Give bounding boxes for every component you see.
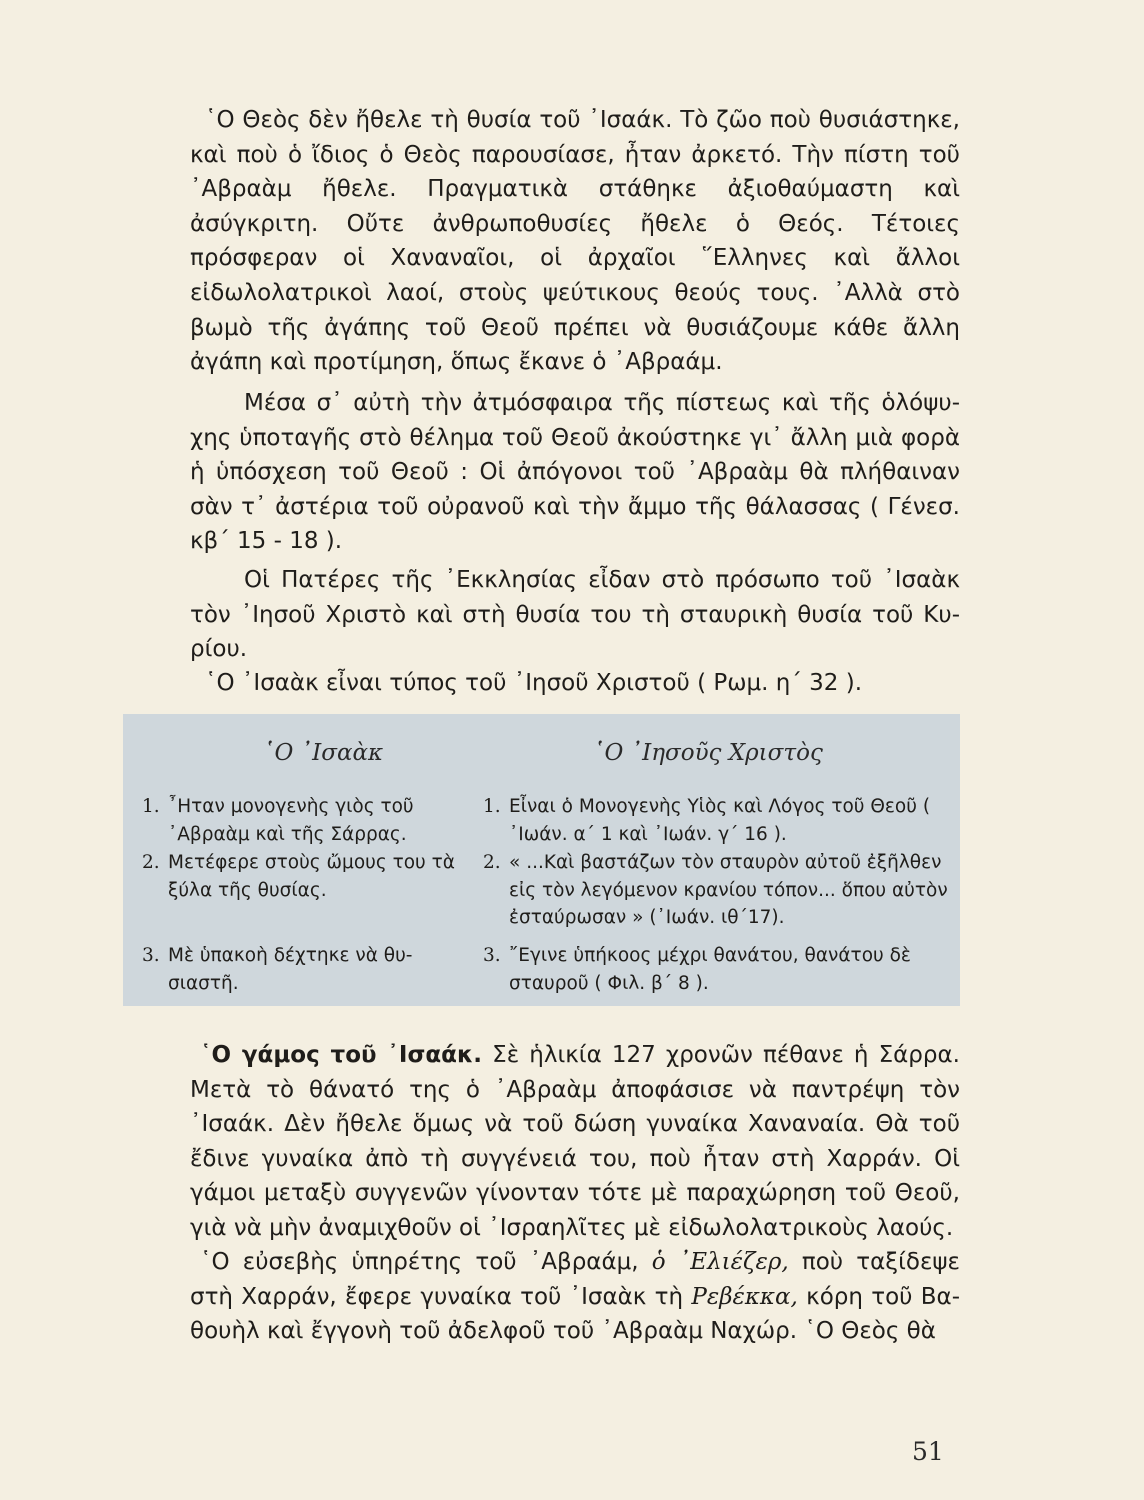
table-header-isaac: ῾Ο ᾿Ισαὰκ: [263, 740, 384, 766]
paragraph-church-fathers: Οἱ Πατέρες τῆς ᾿Εκκλησίας εἶδαν στὸ πρόσωπο τοῦ ᾿Ισαὰκ τὸν ᾿Ιησοῦ Χριστὸ καὶ στὴ θυσία του τὴ σταυρικὴ θυσία τοῦ Κυρίου.: [190, 567, 960, 663]
item-number: 3.: [483, 945, 501, 966]
item-number: 2.: [483, 852, 501, 873]
paragraph-text: ποὺ ταξίδεψε στὴ Χαρράν, ἔφερε γυναίκα τοῦ ᾿Ισαὰκ τὴ: [190, 1249, 960, 1310]
paragraph-servant: [190, 1245, 960, 1349]
table-cell-right-2: [483, 849, 948, 933]
page-number: 51: [912, 1437, 944, 1466]
comparison-table: [123, 714, 960, 1006]
item-text: ῎Εγινε ὑπήκοος μέχρι θανάτου, θανάτου δὲ σταυροῦ ( Φιλ. β΄ 8 ).: [509, 945, 911, 994]
table-header-jesus-christ: ῾Ο ᾿Ιησοῦς Χριστὸς: [593, 740, 823, 766]
name-rebekka: Ρεβέκκα,: [691, 1283, 798, 1310]
table-cell-left-1: [142, 793, 462, 849]
item-number: 3.: [142, 945, 160, 966]
item-text: Μετέφερε στοὺς ὤμους του τὰ ξύλα τῆς θυσίας.: [168, 852, 455, 901]
table-cell-left-2: [142, 849, 462, 905]
item-text: « ...Καὶ βαστάζων τὸν σταυρὸν αὐτοῦ ἐξῆλθεν εἰς τὸν λεγόμενον κρανίου τόπον... ὅπου αὐτὸν ἐσταύρωσαν » (᾿Ιωάν. ιθ΄17).: [509, 852, 948, 928]
name-eliezer: ὁ ᾿Ελιέζερ,: [651, 1249, 789, 1275]
item-number: 1.: [142, 796, 160, 817]
item-number: 1.: [483, 796, 501, 817]
paragraph-sacrifice: ῾Ο Θεὸς δὲν ἤθελε τὴ θυσία τοῦ ᾿Ισαάκ. Τὸ ζῶο ποὺ θυσιάστηκε, καὶ ποὺ ὁ ἴδιος ὁ Θεὸς παρουσίασε, ἦταν ἀρκετό. Τὴν πίστη τοῦ ᾿Αβραὰμ ἤθελε. Πραγματικὰ στάθηκε ἀξιοθαύμαστη καὶ ἀσύγκριτη. Οὔτε ἀνθρωποθυσίες ἤθελε ὁ Θεός. Τέτοιες πρόσφεραν οἱ Χαναναῖοι, οἱ ἀρχαῖοι ῞Ελληνες καὶ ἄλλοι εἰδωλολατρικοὶ λαοί, στοὺς ψεύτικους θεούς τους. ᾿Αλλὰ στὸ βωμὸ τῆς ἀγάπης τοῦ Θεοῦ πρέπει νὰ θυσιάζουμε κάθε ἄλλη ἀγάπη καὶ προτίμηση, ὅπως ἔκανε ὁ ᾿Αβραάμ.: [190, 107, 960, 376]
paragraph-text: ῾Ο εὐσεβὴς ὑπηρέτης τοῦ ᾿Αβραάμ,: [200, 1249, 652, 1275]
paragraph-text: Σὲ ἡλικία 127 χρονῶν πέθανε ἡ Σάρρα. Μετὰ τὸ θάνατό της ὁ ᾿Αβραὰμ ἀποφάσισε νὰ παντρέψη τὸν ᾿Ισαάκ. Δὲν ἤθελε ὅμως νὰ τοῦ δώση γυναίκα Χαναναία. Θὰ τοῦ ἔδινε γυναίκα ἀπὸ τὴ συγγένειά του, ποὺ ἦταν στὴ Χαρράν. Οἱ γάμοι μεταξὺ συγγενῶν γίνονταν τότε μὲ παραχώρηση τοῦ Θεοῦ, γιὰ νὰ μὴν ἀναμιχθοῦν οἱ ᾿Ισραηλῖτες μὲ εἰδωλολατρικοὺς λαούς.: [190, 1042, 960, 1241]
table-cell-right-3: [483, 942, 948, 998]
paragraph-type-of-christ: ῾Ο ᾿Ισαὰκ εἶναι τύπος τοῦ ᾿Ιησοῦ Χριστοῦ ( Ρωμ. η΄ 32 ).: [205, 670, 863, 696]
paragraph-text: κόρη τοῦ Βαθουὴλ καὶ ἔγγονὴ τοῦ ἀδελφοῦ τοῦ ᾿Αβραὰμ Ναχώρ. ῾Ο Θεὸς θὰ: [190, 1283, 961, 1345]
table-cell-left-3: [142, 942, 462, 998]
item-number: 2.: [142, 852, 160, 873]
paragraph-promise: Μέσα σ᾿ αὐτὴ τὴν ἀτμόσφαιρα τῆς πίστεως καὶ τῆς ὁλόψυχης ὑποταγῆς στὸ θέλημα τοῦ Θεοῦ ἀκούστηκε γι᾿ ἄλλη μιὰ φορὰ ἡ ὑπόσχεση τοῦ Θεοῦ : Οἱ ἀπόγονοι τοῦ ᾿Αβραὰμ θὰ πλήθαιναν σὰν τ᾿ ἀστέρια τοῦ οὐρανοῦ καὶ τὴν ἄμμο τῆς θάλασσας ( Γένεσ. κβ΄ 15 - 18 ).: [190, 390, 960, 555]
item-text: Εἶναι ὁ Μονογενὴς Υἱὸς καὶ Λόγος τοῦ Θεοῦ ( ᾿Ιωάν. α΄ 1 καὶ ᾿Ιωάν. γ΄ 16 ).: [509, 796, 931, 845]
paragraph-isaac-marriage: [190, 1038, 960, 1246]
table-cell-right-1: [483, 793, 948, 849]
item-text: ῏Ηταν μονογενὴς γιὸς τοῦ ᾿Αβραὰμ καὶ τῆς Σάρρας.: [168, 796, 414, 845]
item-text: Μὲ ὑπακοὴ δέχτηκε νὰ θυσιαστῆ.: [168, 945, 413, 994]
section-heading: ῾Ο γάμος τοῦ ᾿Ισαάκ.: [200, 1042, 483, 1068]
